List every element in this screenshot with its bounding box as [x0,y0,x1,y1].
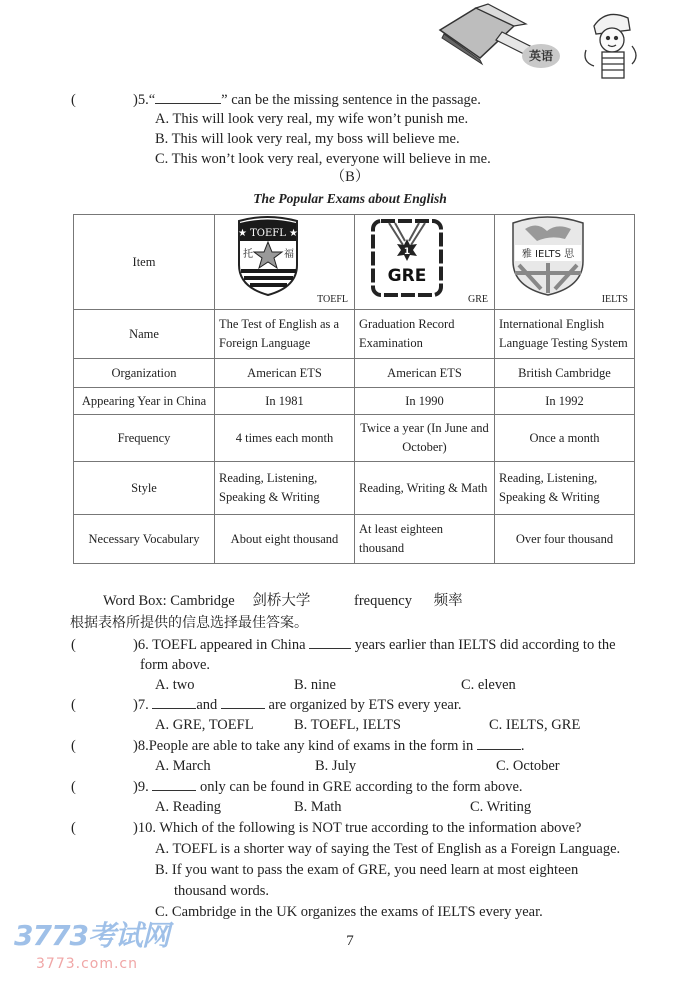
q8-blank [477,748,521,750]
q10-text-a: Which of the following is NOT true according to the information above? [159,820,582,836]
exams-table [73,214,635,564]
instruction: 根据表格所提供的信息选择最佳答案。 [70,615,308,631]
table-title: The Popular Exams about English [253,191,447,206]
gre-text: GRE [387,266,427,286]
toefl-char-right: 福 [284,249,294,260]
q8-option-c[interactable]: C. October [496,758,560,774]
answer-paren-q6[interactable]: ( [71,637,76,653]
q8-text-a: People are able to take any kind of exams in the form in [148,738,474,754]
table-cell: 4 times each month [215,415,355,462]
q9-option-a[interactable]: A. Reading [155,799,222,815]
toefl-logo-cell [215,215,355,310]
row-label: Style [74,462,215,515]
toefl-banner: ★ TOEFL ★ [237,228,299,239]
table-row-item [74,215,635,310]
row-label-item: Item [74,215,215,310]
watermark-url: 3773.com.cn [36,956,138,972]
q7-blank-2 [221,707,265,709]
toefl-shield-icon [215,215,355,306]
word-box-frequency: frequency [353,593,412,609]
table-row [74,515,635,564]
q6-text-b: years earlier than IELTS did according to the [354,637,616,653]
table-row [74,359,635,388]
q8-number: )8. [133,738,149,754]
q10-option-a[interactable]: A. TOEFL is a shorter way of saying the Test of English as a Foreign Language. [155,841,621,857]
gre-logo-cell [355,215,495,310]
table-row [74,388,635,415]
table-cell: Twice a year (In June and October) [355,415,495,462]
q6-number: )6. [133,637,149,653]
table-row [74,415,635,462]
q6-text-c: form above. [140,657,211,673]
table-cell: British Cambridge [495,359,635,388]
row-label: Frequency [74,415,215,462]
q6-option-c[interactable]: C. eleven [461,677,516,693]
row-label: Name [74,310,215,359]
q10-option-c[interactable]: C. Cambridge in the UK organizes the exams of IELTS every year. [155,904,543,920]
table-cell: In 1990 [355,388,495,415]
q8-text-b: . [520,738,525,754]
q5-blank [155,102,221,104]
word-box-cambridge-cn: 剑桥大学 [252,593,311,609]
q5-option-b[interactable]: B. This will look very real, my boss will believe me. [155,131,460,147]
answer-paren-q5[interactable]: ( [71,92,76,108]
table-cell: Reading, Listening, Speaking & Writing [215,462,355,515]
toefl-caption: TOEFL [317,294,348,305]
ielts-caption: IELTS [601,294,628,305]
q7-blank-1 [152,707,196,709]
subject-badge: 英语 [522,44,560,68]
header-illustration [436,0,648,82]
table-cell: Reading, Writing & Math [355,462,495,515]
gre-rank: 1 [403,247,411,257]
page-number: 7 [346,933,354,949]
watermark-brand: 3773考试网 [14,919,169,952]
q6-option-b[interactable]: B. nine [294,677,336,693]
q10-option-b[interactable]: B. If you want to pass the exam of GRE, you need learn at most eighteen [155,862,579,878]
q9-text-a: only can be found in GRE according to the form above. [199,779,523,795]
q8-option-a[interactable]: A. March [155,758,211,774]
row-label: Necessary Vocabulary [74,515,215,564]
answer-paren-q7[interactable]: ( [71,697,76,713]
q7-text-a: and [196,697,218,713]
open-book-icon [440,4,526,64]
cartoon-boy-icon [585,14,636,78]
q6-blank [309,647,351,649]
q5-option-a[interactable]: A. This will look very real, my wife won’t punish me. [155,111,469,127]
row-label: Organization [74,359,215,388]
table-cell: Reading, Listening, Speaking & Writing [495,462,635,515]
q5-number: )5.“ [133,92,156,108]
question-7 [133,696,462,714]
q8-option-b[interactable]: B. July [315,758,357,774]
word-box [103,592,463,610]
q7-text-b: are organized by ETS every year. [268,697,462,713]
q6-text-a: TOEFL appeared in China [152,637,306,653]
ielts-shield-icon [495,215,635,306]
q9-number: )9. [133,779,149,795]
table-cell: American ETS [215,359,355,388]
q10-option-b-cont: thousand words. [174,883,270,899]
table-cell: International English Language Testing System [495,310,635,359]
q7-option-c[interactable]: C. IELTS, GRE [489,717,581,733]
table-cell: Graduation Record Examination [355,310,495,359]
toefl-char-left: 托 [243,249,253,260]
row-label: Appearing Year in China [74,388,215,415]
q5-text: ” can be the missing sentence in the passage. [221,92,481,108]
q9-option-c[interactable]: C. Writing [470,799,532,815]
table-cell: The Test of English as a Foreign Language [215,310,355,359]
gre-caption: GRE [468,294,488,305]
word-box-cambridge: Word Box: Cambridge [103,593,235,609]
table-cell: About eight thousand [215,515,355,564]
ielts-banner: 雅 IELTS 思 [521,249,575,260]
question-6 [133,636,616,654]
q7-number: )7. [133,697,149,713]
q6-option-a[interactable]: A. two [155,677,195,693]
gre-medal-icon [355,215,495,306]
question-8 [133,737,525,755]
q10-number: )10. [133,820,156,836]
answer-paren-q10[interactable]: ( [71,820,76,836]
q7-option-a[interactable]: A. GRE, TOEFL [155,717,254,733]
table-row [74,462,635,515]
answer-paren-q8[interactable]: ( [71,738,76,754]
question-9 [133,778,523,796]
q9-option-b[interactable]: B. Math [294,799,342,815]
question-5 [133,91,481,109]
table-cell: At least eighteen thousand [355,515,495,564]
q7-option-b[interactable]: B. TOEFL, IELTS [294,717,401,733]
table-cell: American ETS [355,359,495,388]
question-10 [133,819,581,837]
table-cell: In 1992 [495,388,635,415]
word-box-frequency-cn: 频率 [433,593,463,609]
ielts-logo-cell [495,215,635,310]
table-row [74,310,635,359]
q5-option-c[interactable]: C. This won’t look very real, everyone will believe in me. [155,151,491,167]
section-label: （B） [330,169,370,185]
table-cell: In 1981 [215,388,355,415]
q9-blank [152,789,196,791]
table-cell: Over four thousand [495,515,635,564]
answer-paren-q9[interactable]: ( [71,779,76,795]
table-cell: Once a month [495,415,635,462]
